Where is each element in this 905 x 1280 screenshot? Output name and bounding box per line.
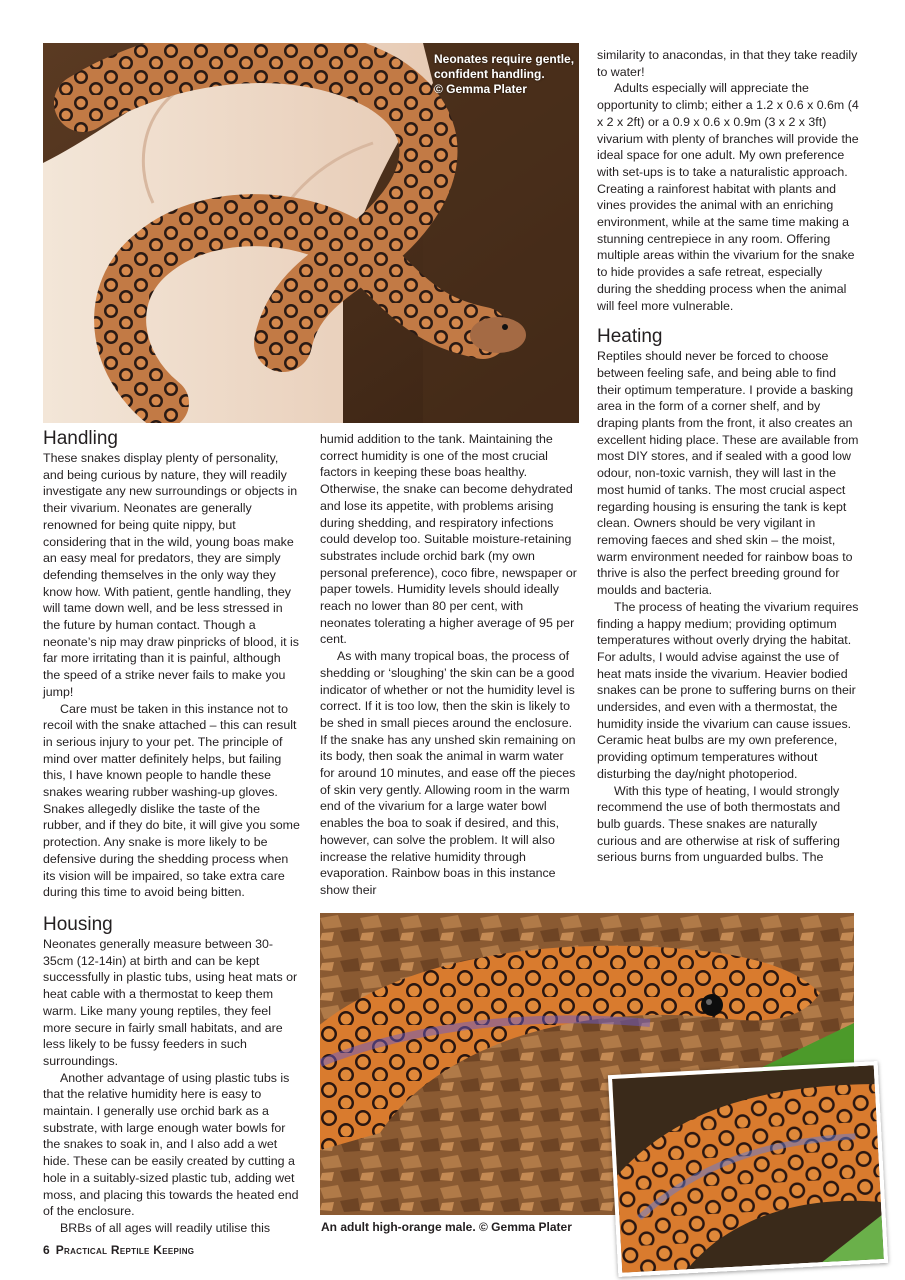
adult-boa-caption: An adult high-orange male. © Gemma Plater xyxy=(321,1220,572,1234)
neonate-caption-line3: © Gemma Plater xyxy=(434,82,527,96)
inset-snake-illustration xyxy=(612,1065,884,1272)
handling-heading: Handling xyxy=(43,428,118,449)
page-footer xyxy=(43,1243,194,1257)
handling-paragraph-2: Care must be taken in this instance not to recoil with the snake attached – this can result in serious injury to your pet. The principle of mind over matter definitely helps, but failing this, I have known people to handle these snakes wearing rubber washing-up gloves. Snakes allegedly dislike the taste of the rubber, and if they do bite, it will give you some protection. Any snake is more likely to be defensive during the shedding process when its vision will be impaired, so take extra care during this time to avoid being bitten. xyxy=(43,701,300,900)
heating-heading: Heating xyxy=(597,326,663,348)
page-number: 6 xyxy=(43,1243,50,1257)
housing-paragraph-2: Another advantage of using plastic tubs is that the relative humidity here is easy to maintain. I generally use orchid bark as a substrate, with large enough water bowls for the snakes to soak in, and I also add a wet hide. These can be easily created by cutting a hole in a suitably-sized plastic tub, adding wet moss, and placing this towards the heated end of the enclosure. xyxy=(43,1070,299,1219)
column-3 xyxy=(597,47,859,866)
column2-paragraph-1: humid addition to the tank. Maintaining the correct humidity is one of the most crucial factors in keeping these boas healthy. Otherwise, the snake can become dehydrated and lose its appetite, with problems arising during shedding, and respiratory infections could develop too. Suitable moisture-retaining substrates include orchid bark (my own personal preference), coco fibre, newspaper or paper towels. Humidity levels should ideally reach no lower than 80 per cent, with neonates tolerating a higher average of 95 per cent. xyxy=(320,432,577,647)
neonate-caption-line2: confident handling. xyxy=(434,67,545,81)
heating-paragraph-2: The process of heating the vivarium requires finding a happy medium; providing optimum temperatures without overly drying the habitat. For adults, I would advise against the use of heat mats inside the vivarium. Heavier bodied snakes can be prone to suffering burns on their undersides, and even with a thermostat, the humidity inside the vivarium can cause issues. Ceramic heat bulbs are my own preference, providing optimum temperatures without disturbing the day/night photoperiod. xyxy=(597,599,859,781)
housing-paragraph-3: BRBs of all ages will readily utilise this xyxy=(60,1220,271,1235)
column3-paragraph-1: similarity to anacondas, in that they take readily to water! xyxy=(597,48,858,79)
column-1 xyxy=(43,428,300,1237)
neonate-caption-line1: Neonates require gentle, xyxy=(434,52,575,66)
column3-paragraph-2: Adults especially will appreciate the opportunity to climb; either a 1.2 x 0.6 x 0.6m (4 x 2 x 2ft) or a 0.9 x 0.6 x 0.9m (3 x 2 x 3ft) vivarium with plenty of branches will provide the ideal space for one adult. My own preference with set-ups is to take a naturalistic approach. Creating a rainforest habitat with plants and vines provides the animal with an enriching environment, while at the same time making a stunning centrepiece in any room. Offering multiple areas within the vivarium for the snake to hide provides a safe retreat, especially during the shedding process when the animal will feel more vulnerable. xyxy=(597,81,859,313)
column2-paragraph-2: As with many tropical boas, the process of shedding or ‘sloughing’ the skin can be a good indicator of whether or not the humidity level is correct. If it is too low, then the skin is likely to be shed in small pieces around the enclosure. If the snake has any unshed skin remaining on its body, then soak the animal in warm water for around 10 minutes, and ease off the pieces of skin very gently. Allowing room in the warm end of the vivarium for a large water bowl enables the boa to soak if desired, and this, however, can solve the problem. It will also increase the relative humidity through evaporation. Rainbow boas in this instance show their xyxy=(320,649,576,897)
heating-paragraph-3: With this type of heating, I would strongly recommend the use of both thermostats and bulb guards. These snakes are naturally curious and are otherwise at risk of suffering serious burns from unguarded bulbs. The xyxy=(597,783,841,865)
housing-heading: Housing xyxy=(43,913,113,935)
publication-name: Practical Reptile Keeping xyxy=(55,1243,195,1257)
neonate-handling-photo xyxy=(43,43,579,423)
handling-paragraph-1: These snakes display plenty of personality, and being curious by nature, they will readily investigate any new surroundings or objects in their vivarium. Neonates are generally renowned for being quite nippy, but considering that in the wild, young boas make an easy meal for predators, they are simply defending themselves in the only way they know how. With patient, gentle handling, they will tame down well, and be less stressed in the future by human contact. Though a neonate’s nip may draw pinpricks of blood, it is far more irritating than it is painful, although the speed of a strike never fails to make you jump! xyxy=(43,451,299,699)
heating-paragraph-1: Reptiles should never be forced to choose between feeling safe, and being able to find their optimum temperature. I provide a basking area in the form of a corner shelf, and by draping plants from the front, it also creates an excellent hiding place. These are available from most DIY stores, and if sealed with a good low odour, non-toxic varnish, they will last in the most humid of tanks. The most crucial aspect regarding housing is ensuring the tank is kept clean. Owners should be very vigilant in removing faeces and shed skin – the moist, warm environment needed for rainbow boas to thrive is also the perfect breeding ground for moulds and bacteria. xyxy=(597,349,859,598)
housing-paragraph-1: Neonates generally measure between 30-35cm (12-14in) at birth and can be kept successfully in plastic tubs, using heat mats or heat cable with a thermostat to keep them warm. Like many young reptiles, they feel more secure in fairly small habitats, and are less likely to be fussy feeders in such surroundings. xyxy=(43,936,298,1068)
neonate-snake-illustration xyxy=(43,43,579,423)
inset-skin-photo xyxy=(608,1061,888,1277)
column-2 xyxy=(320,431,577,899)
